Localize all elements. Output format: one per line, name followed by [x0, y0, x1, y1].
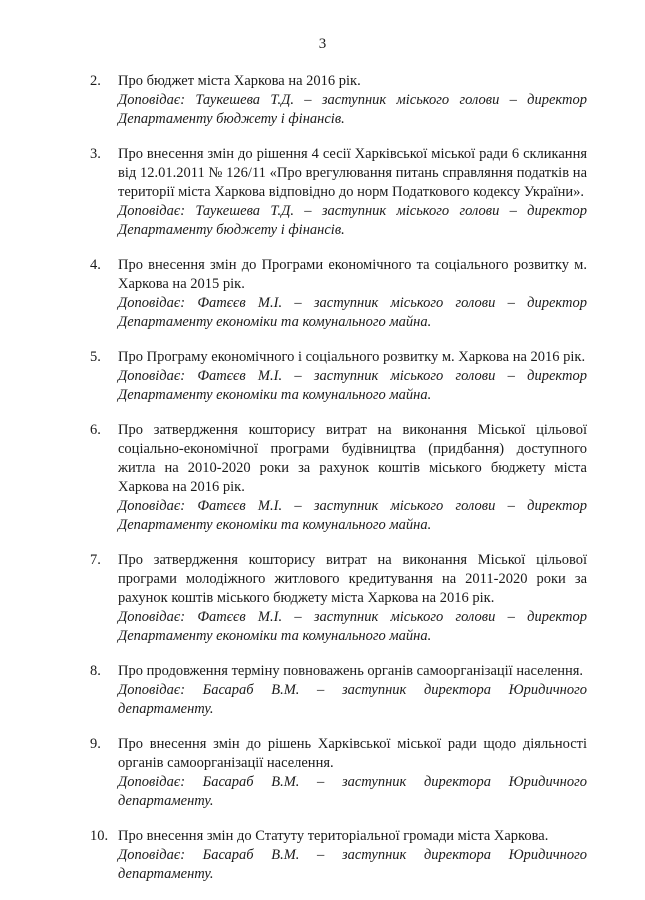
item-number: 7. [90, 552, 101, 568]
item-title: Про внесення змін до рішення 4 сесії Харківської міської ради 6 скликання від 12.01.2011 № 126/11 «Про врегулювання питань справляння податків на території міста Харкова відповідно до норм Податкового кодексу України». [118, 146, 587, 200]
item-content [118, 256, 587, 332]
item-number: 5. [90, 349, 101, 365]
item-content [118, 827, 587, 884]
agenda-item [90, 735, 587, 811]
item-speaker: Доповідає: Басараб В.М. – заступник директора Юридичного департаменту. [118, 774, 587, 809]
item-title: Про затвердження кошторису витрат на виконання Міської цільової програми молодіжного житлового кредитування на 2011-2020 роки за рахунок коштів міського бюджету міста Харкова на 2016 рік. [118, 552, 587, 606]
item-title: Про внесення змін до Статуту територіальної громади міста Харкова. [118, 828, 549, 844]
item-content [118, 551, 587, 646]
agenda-item [90, 421, 587, 535]
item-speaker: Доповідає: Таукешева Т.Д. – заступник міського голови – директор Департаменту бюджету і фінансів. [118, 203, 587, 238]
item-number: 6. [90, 422, 101, 438]
item-content [118, 662, 587, 719]
item-number: 10. [90, 828, 109, 844]
item-speaker: Доповідає: Фатєєв М.І. – заступник міського голови – директор Департаменту економіки та комунального майна. [118, 368, 587, 403]
item-number: 9. [90, 736, 101, 752]
agenda-item [90, 662, 587, 719]
item-speaker: Доповідає: Фатєєв М.І. – заступник міського голови – директор Департаменту економіки та комунального майна. [118, 609, 587, 644]
item-content [118, 72, 587, 129]
item-title: Про бюджет міста Харкова на 2016 рік. [118, 73, 361, 89]
agenda-item [90, 827, 587, 884]
item-number: 4. [90, 257, 101, 273]
item-speaker: Доповідає: Басараб В.М. – заступник директора Юридичного департаменту. [118, 682, 587, 717]
item-speaker: Доповідає: Басараб В.М. – заступник директора Юридичного департаменту. [118, 847, 587, 882]
item-content [118, 735, 587, 811]
agenda-item [90, 145, 587, 240]
item-content [118, 145, 587, 240]
page-number: 3 [318, 36, 327, 52]
item-title: Про внесення змін до Програми економічного та соціального розвитку м. Харкова на 2015 рік. [118, 257, 587, 292]
agenda-item [90, 348, 587, 405]
item-title: Про Програму економічного і соціального розвитку м. Харкова на 2016 рік. [118, 349, 586, 365]
item-title: Про затвердження кошторису витрат на виконання Міської цільової соціально-економічної програми будівництва (придбання) доступного житла на 2010-2020 роки за рахунок коштів міського бюджету міста Харкова на 2016 рік. [118, 422, 587, 495]
item-title: Про внесення змін до рішень Харківської міської ради щодо діяльності органів самоорганізації населення. [118, 736, 587, 771]
item-number: 2. [90, 73, 101, 89]
item-speaker: Доповідає: Таукешева Т.Д. – заступник міського голови – директор Департаменту бюджету і фінансів. [118, 92, 587, 127]
agenda-item [90, 72, 587, 129]
item-number: 8. [90, 663, 101, 679]
agenda-list [90, 72, 587, 900]
item-content [118, 421, 587, 535]
agenda-item [90, 551, 587, 646]
agenda-item [90, 256, 587, 332]
item-number: 3. [90, 146, 101, 162]
item-content [118, 348, 587, 405]
item-speaker: Доповідає: Фатєєв М.І. – заступник міського голови – директор Департаменту економіки та комунального майна. [118, 295, 587, 330]
item-title: Про продовження терміну повноважень органів самоорганізації населення. [118, 663, 584, 679]
item-speaker: Доповідає: Фатєєв М.І. – заступник міського голови – директор Департаменту економіки та комунального майна. [118, 498, 587, 533]
